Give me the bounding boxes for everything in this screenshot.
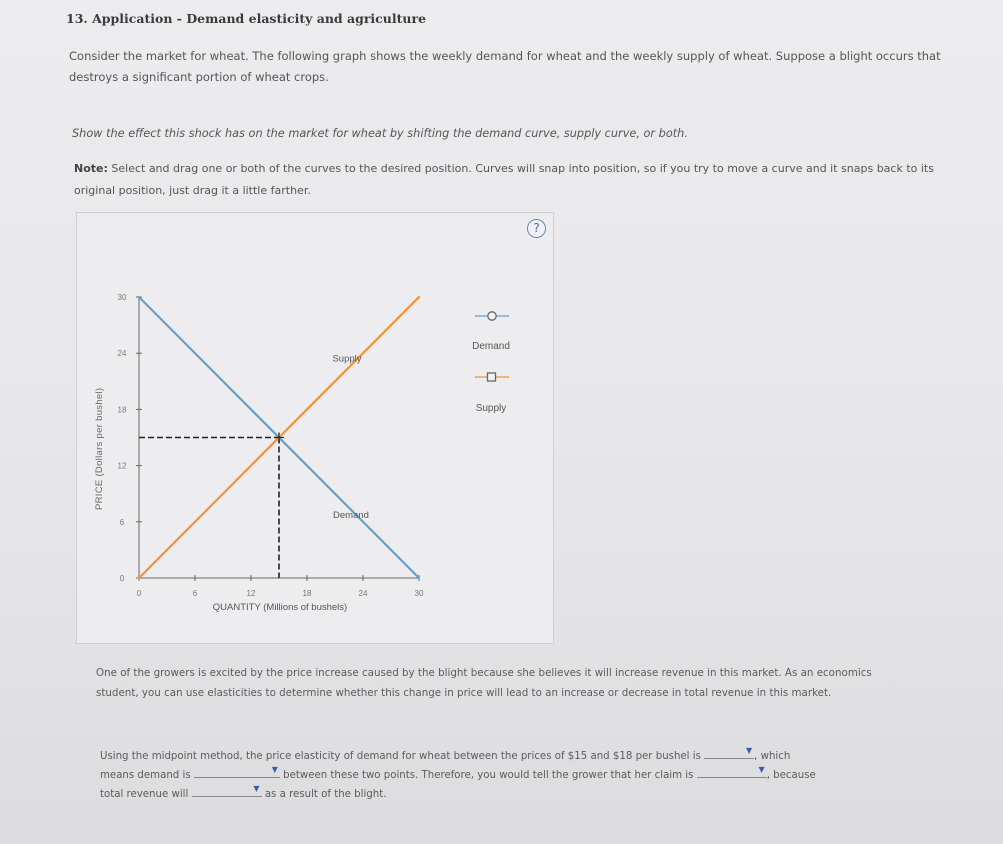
- intro-text: Consider the market for wheat. The following graph shows the weekly demand for wheat and the weekly supply of wheat. Suppose a blight occurs that destroys a significant portion of wheat crops.: [69, 49, 941, 84]
- claim-dropdown[interactable]: [697, 765, 767, 778]
- instruction-text: Show the effect this shock has on the market for wheat by shifting the demand curve, supply curve, or both.: [72, 127, 688, 140]
- y-axis-title: PRICE (Dollars per bushel): [94, 387, 105, 510]
- chevron-down-icon: ▼: [745, 746, 753, 755]
- question-line-1: Using the midpoint method, the price elasticity of demand for wheat between the prices of $15 and $18 per bushel is ▼ , which: [100, 746, 791, 762]
- x-tick-label: 12: [246, 589, 256, 598]
- chevron-down-icon: ▼: [271, 765, 278, 774]
- x-axis-title: QUANTITY (Millions of bushels): [212, 602, 348, 613]
- note-label: Note:: [74, 162, 108, 175]
- y-tick-label: 18: [117, 405, 127, 415]
- demand-type-dropdown[interactable]: [194, 765, 280, 778]
- y-tick-label: 6: [119, 517, 125, 527]
- legend-demand-label: Demand: [472, 341, 510, 352]
- y-tick-label: 30: [117, 293, 127, 302]
- x-tick-label: 24: [358, 589, 368, 598]
- question-line-2: means demand is ▼ between these two points. Therefore, you would tell the grower that her claim is ▼ , because: [100, 765, 816, 781]
- chevron-down-icon: ▼: [758, 765, 765, 774]
- y-tick-label: 0: [119, 574, 125, 583]
- page-title: 13. Application - Demand elasticity and agriculture: [66, 11, 427, 26]
- chevron-down-icon: ▼: [253, 784, 260, 793]
- revenue-dropdown[interactable]: [192, 784, 262, 797]
- help-icon[interactable]: ?: [527, 219, 546, 238]
- x-tick-label: 30: [414, 589, 424, 598]
- supply-curve-label: Supply: [332, 353, 362, 365]
- x-tick-label: 18: [302, 589, 312, 598]
- y-tick-label: 12: [117, 461, 127, 471]
- y-tick-label: 24: [117, 349, 127, 359]
- question-line-3: total revenue will ▼ as a result of the blight.: [100, 784, 387, 800]
- legend-demand-handle[interactable]: [488, 312, 496, 320]
- demand-curve-label: Demand: [333, 509, 369, 521]
- legend: [472, 312, 510, 414]
- legend-supply-handle[interactable]: [488, 373, 496, 381]
- x-tick-label: 6: [192, 589, 198, 598]
- x-tick-label: 0: [136, 589, 142, 598]
- elasticity-dropdown[interactable]: [704, 746, 754, 759]
- note-body: Select and drag one or both of the curves to the desired position. Curves will snap into position, so if you try to move a curve and it snaps back to its original position, just drag it a little farther.: [74, 162, 934, 197]
- revenue-paragraph: One of the growers is excited by the price increase caused by the blight because she believes it will increase revenue in this market. As an economics student, you can use elasticities to determine whether this change in price will lead to an increase or decrease in total revenue in this market.: [96, 667, 872, 699]
- legend-supply-label: Supply: [475, 403, 507, 414]
